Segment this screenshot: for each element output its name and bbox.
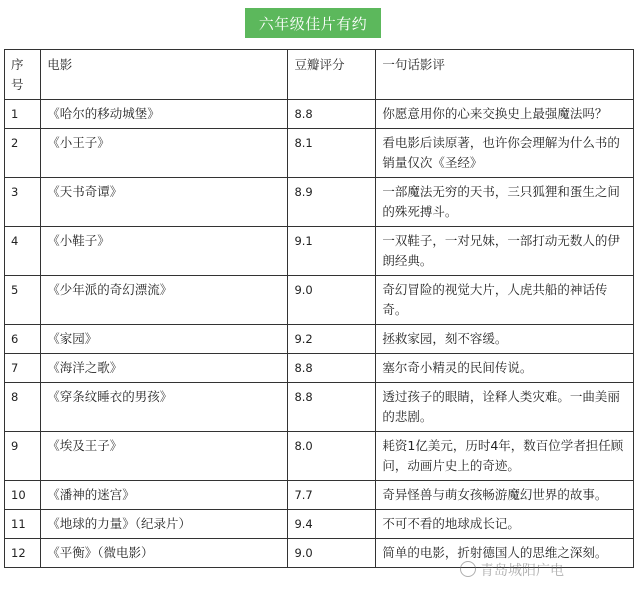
table-row bbox=[5, 178, 634, 227]
row-rating: 8.8 bbox=[288, 383, 376, 432]
table-row bbox=[5, 432, 634, 481]
row-movie: 《地球的力量》（纪录片） bbox=[41, 510, 288, 539]
watermark-text: 青岛城阳广电 bbox=[480, 563, 564, 579]
header-movie: 电影 bbox=[41, 50, 288, 100]
row-review: 你愿意用你的心来交换史上最强魔法吗？ bbox=[376, 100, 634, 129]
table-row bbox=[5, 227, 634, 276]
row-index: 10 bbox=[5, 481, 41, 510]
row-movie: 《平衡》（微电影） bbox=[41, 539, 288, 568]
row-rating: 9.2 bbox=[288, 325, 376, 354]
row-index: 11 bbox=[5, 510, 41, 539]
header-index: 序号 bbox=[5, 50, 41, 100]
row-index: 5 bbox=[5, 276, 41, 325]
row-rating: 8.1 bbox=[288, 129, 376, 178]
row-movie: 《家园》 bbox=[41, 325, 288, 354]
row-rating: 9.0 bbox=[288, 276, 376, 325]
page-banner bbox=[245, 8, 381, 38]
row-review: 简单的电影，折射德国人的思维之深刻。 bbox=[376, 539, 634, 568]
row-index: 8 bbox=[5, 383, 41, 432]
row-index: 12 bbox=[5, 539, 41, 568]
table-row bbox=[5, 129, 634, 178]
table-row bbox=[5, 100, 634, 129]
row-movie: 《天书奇谭》 bbox=[41, 178, 288, 227]
table-row bbox=[5, 325, 634, 354]
row-rating: 8.9 bbox=[288, 178, 376, 227]
watermark bbox=[460, 560, 564, 580]
row-review: 塞尔奇小精灵的民间传说。 bbox=[376, 354, 634, 383]
wechat-icon bbox=[460, 561, 476, 577]
row-review: 一部魔法无穷的天书，三只狐狸和蛋生之间的殊死搏斗。 bbox=[376, 178, 634, 227]
row-movie: 《哈尔的移动城堡》 bbox=[41, 100, 288, 129]
row-movie: 《埃及王子》 bbox=[41, 432, 288, 481]
row-movie: 《小鞋子》 bbox=[41, 227, 288, 276]
row-movie: 《潘神的迷宫》 bbox=[41, 481, 288, 510]
table-body bbox=[5, 100, 634, 568]
row-movie: 《穿条纹睡衣的男孩》 bbox=[41, 383, 288, 432]
table-row bbox=[5, 276, 634, 325]
table-header-row bbox=[5, 50, 634, 100]
row-index: 4 bbox=[5, 227, 41, 276]
header-rating: 豆瓣评分 bbox=[288, 50, 376, 100]
row-review: 奇异怪兽与萌女孩畅游魔幻世界的故事。 bbox=[376, 481, 634, 510]
header-review: 一句话影评 bbox=[376, 50, 634, 100]
table-row bbox=[5, 383, 634, 432]
row-review: 不可不看的地球成长记。 bbox=[376, 510, 634, 539]
row-index: 7 bbox=[5, 354, 41, 383]
row-review: 奇幻冒险的视觉大片，人虎共船的神话传奇。 bbox=[376, 276, 634, 325]
row-rating: 9.4 bbox=[288, 510, 376, 539]
table-row bbox=[5, 354, 634, 383]
row-index: 9 bbox=[5, 432, 41, 481]
row-movie: 《小王子》 bbox=[41, 129, 288, 178]
banner-title: 六年级佳片有约 bbox=[258, 14, 368, 33]
row-rating: 9.0 bbox=[288, 539, 376, 568]
table-row bbox=[5, 481, 634, 510]
row-index: 6 bbox=[5, 325, 41, 354]
row-rating: 8.8 bbox=[288, 100, 376, 129]
row-rating: 9.1 bbox=[288, 227, 376, 276]
row-rating: 8.8 bbox=[288, 354, 376, 383]
row-review: 一双鞋子，一对兄妹，一部打动无数人的伊朗经典。 bbox=[376, 227, 634, 276]
row-index: 2 bbox=[5, 129, 41, 178]
row-movie: 《海洋之歌》 bbox=[41, 354, 288, 383]
row-index: 1 bbox=[5, 100, 41, 129]
row-rating: 8.0 bbox=[288, 432, 376, 481]
movie-table bbox=[4, 49, 634, 568]
row-review: 透过孩子的眼睛，诠释人类灾难。一曲美丽的悲剧。 bbox=[376, 383, 634, 432]
row-review: 耗资1亿美元，历时4年，数百位学者担任顾问，动画片史上的奇迹。 bbox=[376, 432, 634, 481]
row-review: 拯救家园，刻不容缓。 bbox=[376, 325, 634, 354]
row-movie: 《少年派的奇幻漂流》 bbox=[41, 276, 288, 325]
row-rating: 7.7 bbox=[288, 481, 376, 510]
table-row bbox=[5, 510, 634, 539]
row-index: 3 bbox=[5, 178, 41, 227]
row-review: 看电影后读原著，也许你会理解为什么书的销量仅次《圣经》 bbox=[376, 129, 634, 178]
